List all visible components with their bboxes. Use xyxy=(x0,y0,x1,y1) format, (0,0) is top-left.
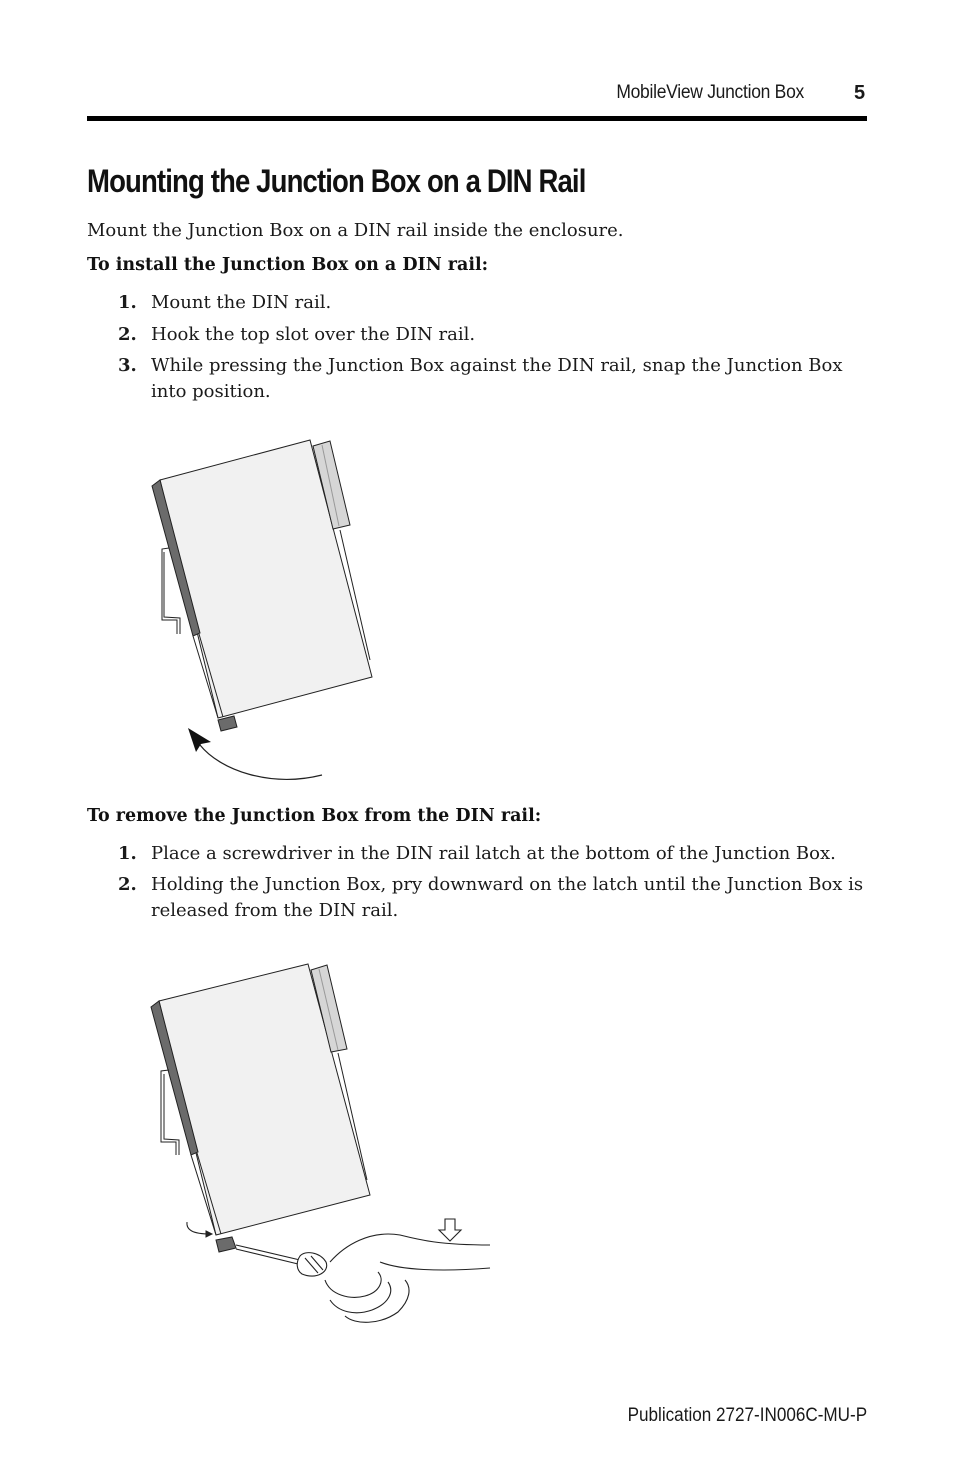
step-number: 2. xyxy=(118,874,137,895)
junction-box-illustration xyxy=(152,440,372,731)
step-text: Place a screwdriver in the DIN rail latch at the bottom of the Junction Box. xyxy=(151,843,836,864)
step-text: Mount the DIN rail. xyxy=(151,292,332,313)
curved-arrow-icon xyxy=(187,1222,212,1237)
step-number: 1. xyxy=(118,292,137,313)
step-text: Hook the top slot over the DIN rail. xyxy=(151,324,476,345)
header-rule xyxy=(87,116,867,121)
install-figure xyxy=(0,430,420,790)
page-number: 5 xyxy=(854,82,866,104)
down-arrow-icon xyxy=(439,1219,461,1241)
running-header-title: MobileView Junction Box xyxy=(616,82,804,103)
junction-box-illustration xyxy=(151,964,370,1252)
intro-paragraph: Mount the Junction Box on a DIN rail inside the enclosure. xyxy=(87,220,624,241)
page-title: Mounting the Junction Box on a DIN Rail xyxy=(87,163,586,199)
step-number: 1. xyxy=(118,843,137,864)
install-heading: To install the Junction Box on a DIN rail: xyxy=(87,255,489,275)
step-text: Holding the Junction Box, pry downward on the latch until the Junction Box is released from the DIN rail. xyxy=(151,874,864,921)
arrow-icon xyxy=(188,728,322,779)
remove-heading: To remove the Junction Box from the DIN rail: xyxy=(87,806,542,826)
step-number: 3. xyxy=(118,355,137,376)
screwdriver-hand-illustration xyxy=(236,1234,490,1322)
step-number: 2. xyxy=(118,324,137,345)
footer-publication: Publication 2727-IN006C-MU-P xyxy=(627,1405,867,1426)
remove-figure xyxy=(0,955,520,1335)
step-text: While pressing the Junction Box against the DIN rail, snap the Junction Box into position. xyxy=(151,355,843,402)
